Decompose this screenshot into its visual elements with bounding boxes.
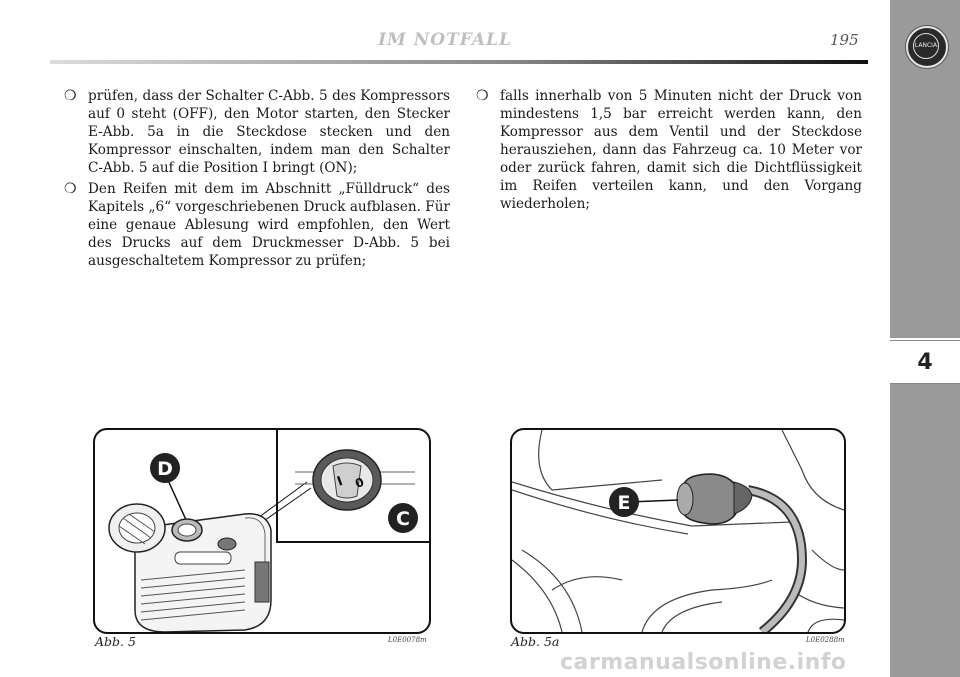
header-title: IM NOTFALL [378,30,512,50]
bullet-item [64,180,450,270]
bullet-item [476,87,862,213]
header-rule [50,60,868,64]
brand-logo-text: LANCIA [913,33,939,59]
chapter-number: 4 [917,350,933,375]
figure-5a-caption: Abb. 5a [511,634,560,649]
label-d: D [157,458,173,480]
watermark: carmanualsonline.info [560,650,847,675]
bullet-circle-icon: ❍ [476,88,489,104]
bullet-item [64,87,450,177]
switch-on-label: I [335,474,345,490]
right-column [476,87,862,216]
bullet-circle-icon: ❍ [64,181,77,197]
figure-5a-code: L0E0288m [806,636,845,644]
bullet-circle-icon: ❍ [64,88,77,104]
bullet-text: prüfen, dass der Schalter C-Abb. 5 des Kompressors auf 0 steht (OFF), den Motor starten, den Stecker E-Abb. 5a in die Steckdose stecken und den Kompressor einschalten, indem man den Schalter C-Abb. 5 auf die Position I bringt (ON); [88,88,450,176]
switch-off-label: 0 [353,474,366,491]
side-tab-chapter[interactable] [890,340,960,384]
compressor-illustration [95,430,429,632]
left-column [64,87,450,273]
brand-logo [906,26,948,68]
figure-5-caption: Abb. 5 [95,634,136,649]
bullet-text: falls innerhalb von 5 Minuten nicht der Druck von mindestens 1,5 bar erreicht werden kann, den Kompressor aus dem Ventil und der Steckdose herausziehen, dann das Fahrzeug ca. 10 Meter vor oder zurück fahren, damit sich die Dichtflüssigkeit im Reifen verteilen kann, und den Vorgang wiederholen; [500,88,862,212]
figure-5a-socket [510,428,846,634]
bullet-text: Den Reifen mit dem im Abschnitt „Fülldruck“ des Kapitels „6“ vorgeschriebenen Druck aufblasen. Für eine genaue Ablesung wird empfohlen, den Wert des Drucks auf dem Druckmesser D-Abb. 5 bei ausgeschaltetem Kompressor zu prüfen; [88,181,450,269]
label-c: C [396,508,410,530]
page-number: 195 [830,31,859,49]
socket-illustration [512,430,844,632]
label-e: E [617,492,631,514]
figure-5-compressor [93,428,431,634]
side-tab-bottom [890,384,960,677]
figure-5-code: L0E0078m [388,636,427,644]
